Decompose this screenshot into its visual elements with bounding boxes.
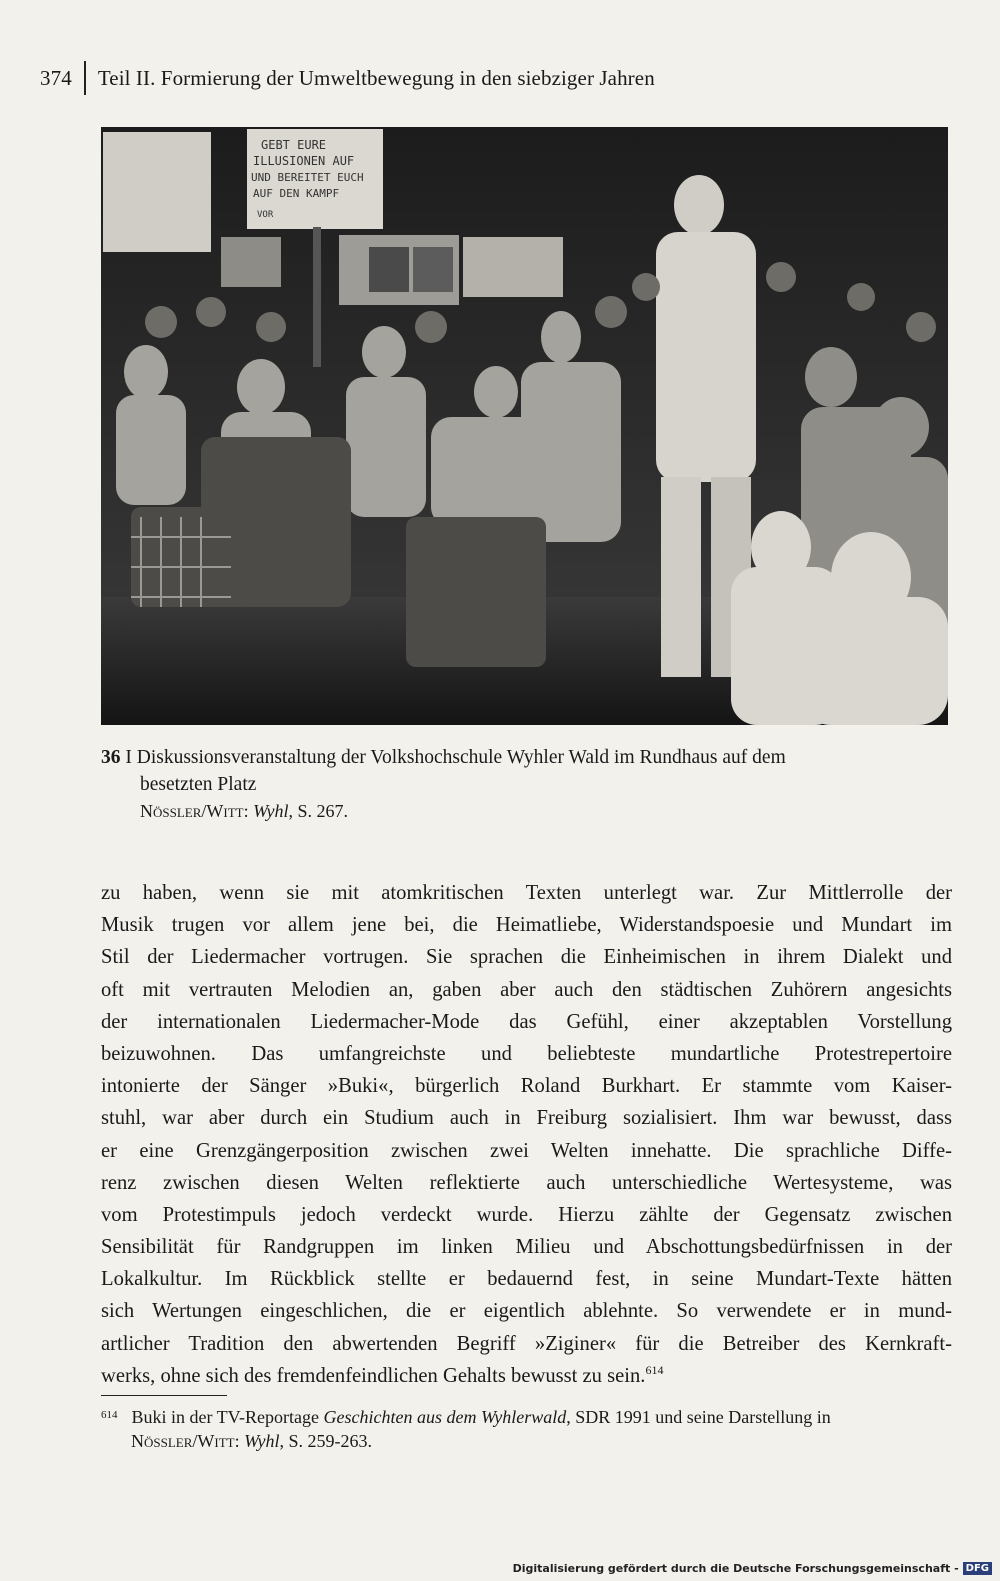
footnote-title: Geschichten aus dem Wyhlerwald: [323, 1407, 567, 1427]
figure-caption: [101, 744, 951, 825]
body-line: vom Protestimpuls jedoch verdeckt wurde. Hierzu zählte der Gegensatz zwischen: [101, 1203, 952, 1226]
body-line: der internationalen Liedermacher-Mode das Gefühl, einer akzeptablen Vorstellung: [101, 1010, 952, 1033]
footnote: [101, 1404, 951, 1453]
credit-pages: , S. 267.: [288, 801, 348, 821]
footnote-reference[interactable]: 614: [645, 1362, 664, 1377]
footnote-number: 614: [101, 1409, 118, 1421]
body-line: stuhl, war aber durch ein Studium auch in Freiburg sozialisiert. Ihm war bewusst, dass: [101, 1107, 952, 1130]
body-line: beizuwohnen. Das umfangreichste und beliebteste mundartliche Protestrepertoire: [101, 1042, 952, 1065]
body-paragraph: [101, 877, 952, 1392]
footnote-line-2: [101, 1430, 951, 1454]
sign-line-4: AUF DEN KAMPF: [253, 187, 340, 200]
body-line: artlicher Tradition den abwertenden Begriff »Ziginer« für die Betreiber des Kernkraft-: [101, 1332, 952, 1355]
sign-line-1: GEBT EURE: [261, 138, 327, 152]
body-line: er eine Grenzgängerposition zwischen zwei Welten innehatte. Die sprachliche Diffe-: [101, 1139, 952, 1162]
body-line: Lokalkultur. Im Rückblick stellte er bedauernd fest, in seine Mundart-Texte hätten: [101, 1268, 952, 1291]
dfg-logo: DFG: [963, 1562, 992, 1575]
caption-separator: I: [120, 747, 137, 768]
sign-line-3: UND BEREITET EUCH: [251, 171, 364, 184]
poster-left: [103, 132, 211, 252]
body-line: oft mit vertrauten Melodien an, gaben aber auch den städtischen Zuhörern angesichts: [101, 978, 952, 1001]
body-line: zu haben, wenn sie mit atomkritischen Texten unterlegt war. Zur Mittlerrolle der: [101, 882, 952, 904]
footnote-title-2: Wyhl: [244, 1430, 280, 1451]
running-title: Teil II. Formierung der Umweltbewegung in den siebziger Jahren: [97, 65, 655, 90]
body-line: Sensibilität für Randgruppen im linken Milieu und Abschottungsbedürfnissen in der: [101, 1236, 952, 1259]
body-line: Stil der Liedermacher vortrugen. Sie sprachen die Einheimischen in ihrem Dialekt und: [101, 946, 952, 969]
footnote-line-1: [101, 1404, 951, 1430]
caption-text-2: besetzten Platz: [140, 774, 257, 795]
figure-credit: [101, 798, 951, 825]
header-divider: [84, 61, 86, 95]
footnote-pages: , S. 259-263.: [279, 1430, 372, 1451]
sign-line-5: VOR: [257, 210, 274, 220]
digitization-credit: [513, 1562, 992, 1575]
body-line: Musik trugen vor allem jene bei, die Heimatliebe, Widerstandspoesie und Mundart im: [101, 914, 952, 937]
body-line: renz zwischen diesen Welten reflektierte auch unterschiedliche Wertesysteme, was: [101, 1171, 952, 1194]
photo-illustration: [101, 127, 948, 725]
page-number: 374: [40, 65, 72, 90]
credit-title: Wyhl: [253, 801, 289, 821]
body-line: intonierte der Sänger »Buki«, bürgerlich Roland Burkhart. Er stammte vom Kaiser-: [101, 1075, 952, 1098]
figure-number: 36: [101, 747, 121, 768]
body-line-last: [101, 1360, 952, 1392]
running-header: [40, 58, 655, 98]
sign-line-2: ILLUSIONEN AUF: [253, 154, 355, 168]
footnote-text-b: , SDR 1991 und seine Darstellung in: [566, 1407, 831, 1427]
caption-line-1: [101, 744, 951, 771]
footnote-authors: Nössler/Witt:: [131, 1430, 240, 1451]
footnote-text-a: Buki in der TV-Reportage: [131, 1407, 324, 1427]
digitization-credit-text: Digitalisierung gefördert durch die Deutsche Forschungsgemeinschaft -: [512, 1562, 959, 1575]
body-line: sich Wertungen eingeschlichen, die er eigentlich ablehnte. So verwendete er in mund-: [101, 1300, 952, 1323]
caption-text-1: Diskussionsveranstaltung der Volkshochschule Wyhler Wald im Rundhaus auf dem: [136, 747, 786, 768]
credit-authors: Nössler/Witt:: [140, 801, 249, 821]
footnote-divider: [101, 1395, 227, 1396]
body-last-text: werks, ohne sich des fremdenfeindlichen Gehalts bewusst zu sein.: [101, 1364, 646, 1387]
figure-photo: [101, 127, 948, 725]
